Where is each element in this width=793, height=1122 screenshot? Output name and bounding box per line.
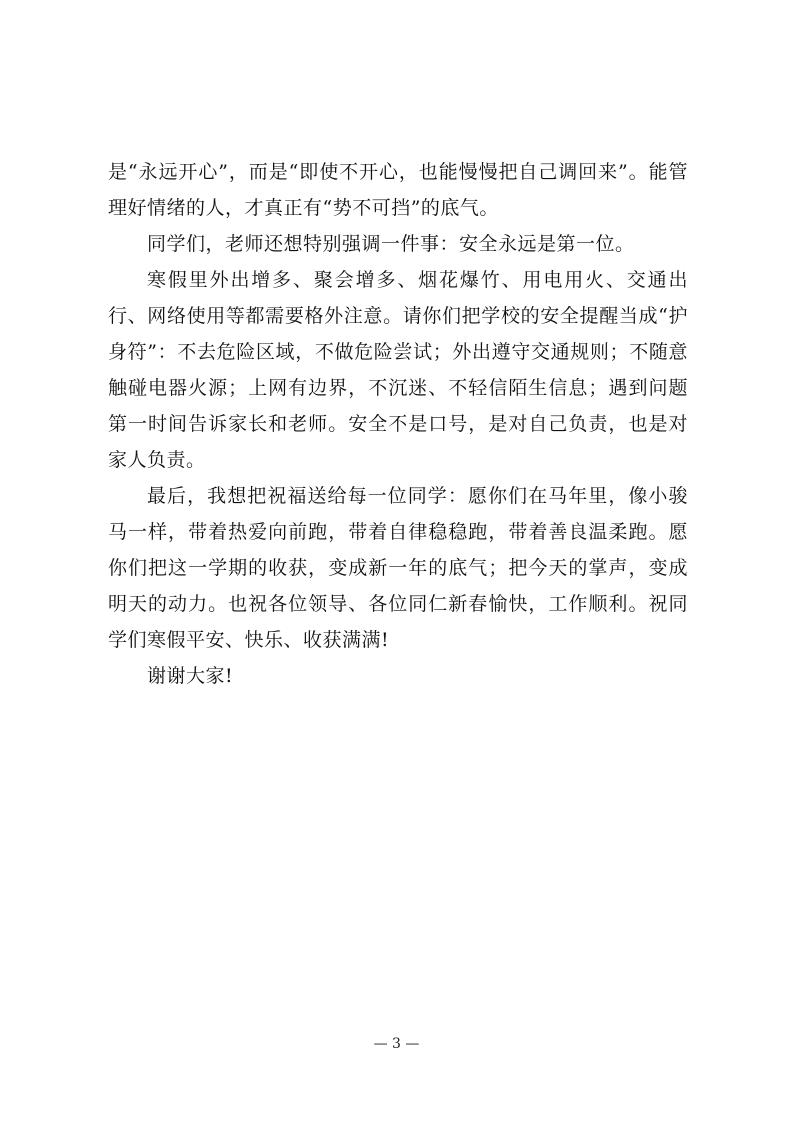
paragraph-thanks: 谢谢大家! (147, 665, 234, 687)
paragraph-safety-intro: 同学们，老师还想特别强调一件事：安全永远是第一位。 (147, 233, 635, 255)
paragraph-safety-details: 寒假里外出增多、聚会增多、烟花爆竹、用电用火、交通出行、网络使用等都需要格外注意。请你们把学校的安全提醒当成“护身符”：不去危险区域，不做危险尝试；外出遵守交通规则；不随意触碰电器火源；上网有边界，不沉迷、不轻信陌生信息；遇到问题第一时间告诉家长和老师。安全不是口号，是对自己负责，也是对家人负责。 (108, 269, 688, 471)
page-number: — 3 — (373, 1036, 420, 1052)
paragraph-blessings: 最后，我想把祝福送给每一位同学：愿你们在马年里，像小骏马一样，带着热爱向前跑，带着自律稳稳跑，带着善良温柔跑。愿你们把这一学期的收获，变成新一年的底气；把今天的掌声，变成明天的动力。也祝各位领导、各位同仁新春愉快，工作顺利。祝同学们寒假平安、快乐、收获满满! (108, 485, 688, 651)
paragraph-continuation: 是“永远开心”，而是“即使不开心，也能慢慢把自己调回来”。能管理好情绪的人，才真正有“势不可挡”的底气。 (108, 161, 688, 219)
document-body (108, 154, 688, 694)
